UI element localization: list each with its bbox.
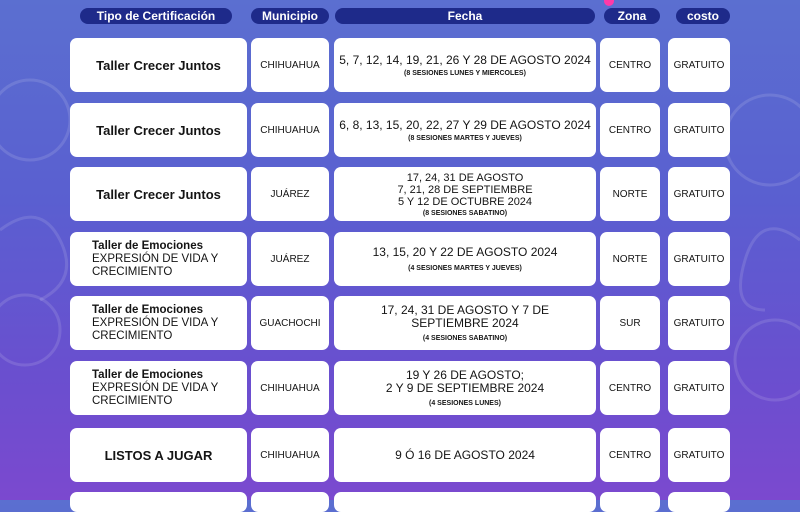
table-row <box>0 232 800 286</box>
tipo-cell: Taller Crecer Juntos <box>70 167 247 221</box>
table-row <box>0 296 800 350</box>
tipo-cell: Taller de Emociones EXPRESIÓN DE VIDA Y CRECIMIENTO <box>70 296 247 350</box>
fecha-cell: 9 Ó 16 DE AGOSTO 2024 <box>334 428 596 482</box>
header-zona: Zona <box>604 8 660 24</box>
fecha-cell: 6, 8, 13, 15, 20, 22, 27 Y 29 DE AGOSTO 2024 (8 SESIONES MARTES Y JUEVES) <box>334 103 596 157</box>
costo-cell: GRATUITO <box>668 428 730 482</box>
costo-cell <box>668 492 730 512</box>
tipo-cell: Taller Crecer Juntos <box>70 103 247 157</box>
costo-cell: GRATUITO <box>668 103 730 157</box>
table-row <box>0 38 800 92</box>
costo-cell: GRATUITO <box>668 167 730 221</box>
zona-cell <box>600 492 660 512</box>
table-row <box>0 167 800 221</box>
zona-cell: SUR <box>600 296 660 350</box>
costo-cell: GRATUITO <box>668 38 730 92</box>
fecha-cell: 13, 15, 20 Y 22 DE AGOSTO 2024 (4 SESIONES MARTES Y JUEVES) <box>334 232 596 286</box>
municipio-cell: JUÁREZ <box>251 232 329 286</box>
header-municipio: Municipio <box>251 8 329 24</box>
table-row <box>0 103 800 157</box>
municipio-cell: CHIHUAHUA <box>251 38 329 92</box>
tipo-cell: Taller Crecer Juntos <box>70 38 247 92</box>
costo-cell: GRATUITO <box>668 296 730 350</box>
fecha-cell: 5, 7, 12, 14, 19, 21, 26 Y 28 DE AGOSTO 2024 (8 SESIONES LUNES Y MIERCOLES) <box>334 38 596 92</box>
fecha-cell: 17, 24, 31 DE AGOSTO 7, 21, 28 DE SEPTIEMBRE 5 Y 12 DE OCTUBRE 2024 (8 SESIONES SABATINO) <box>334 167 596 221</box>
fecha-cell <box>334 492 596 512</box>
tipo-cell <box>70 492 247 512</box>
header-tipo: Tipo de Certificación <box>80 8 232 24</box>
header-costo: costo <box>676 8 730 24</box>
table-row <box>0 428 800 482</box>
municipio-cell: GUACHOCHI <box>251 296 329 350</box>
municipio-cell: CHIHUAHUA <box>251 428 329 482</box>
zona-cell: NORTE <box>600 232 660 286</box>
table-row <box>0 361 800 415</box>
header-fecha: Fecha <box>335 8 595 24</box>
tipo-cell: LISTOS A JUGAR <box>70 428 247 482</box>
fecha-cell: 17, 24, 31 DE AGOSTO Y 7 DE SEPTIEMBRE 2024 (4 SESIONES SABATINO) <box>334 296 596 350</box>
pink-accent <box>604 0 614 6</box>
zona-cell: CENTRO <box>600 38 660 92</box>
costo-cell: GRATUITO <box>668 361 730 415</box>
municipio-cell: JUÁREZ <box>251 167 329 221</box>
zona-cell: NORTE <box>600 167 660 221</box>
tipo-cell: Taller de Emociones EXPRESIÓN DE VIDA Y CRECIMIENTO <box>70 232 247 286</box>
table-row-partial <box>0 492 800 512</box>
zona-cell: CENTRO <box>600 361 660 415</box>
zona-cell: CENTRO <box>600 103 660 157</box>
municipio-cell <box>251 492 329 512</box>
tipo-cell: Taller de Emociones EXPRESIÓN DE VIDA Y CRECIMIENTO <box>70 361 247 415</box>
zona-cell: CENTRO <box>600 428 660 482</box>
costo-cell: GRATUITO <box>668 232 730 286</box>
fecha-cell: 19 Y 26 DE AGOSTO; 2 Y 9 DE SEPTIEMBRE 2024 (4 SESIONES LUNES) <box>334 361 596 415</box>
municipio-cell: CHIHUAHUA <box>251 361 329 415</box>
municipio-cell: CHIHUAHUA <box>251 103 329 157</box>
